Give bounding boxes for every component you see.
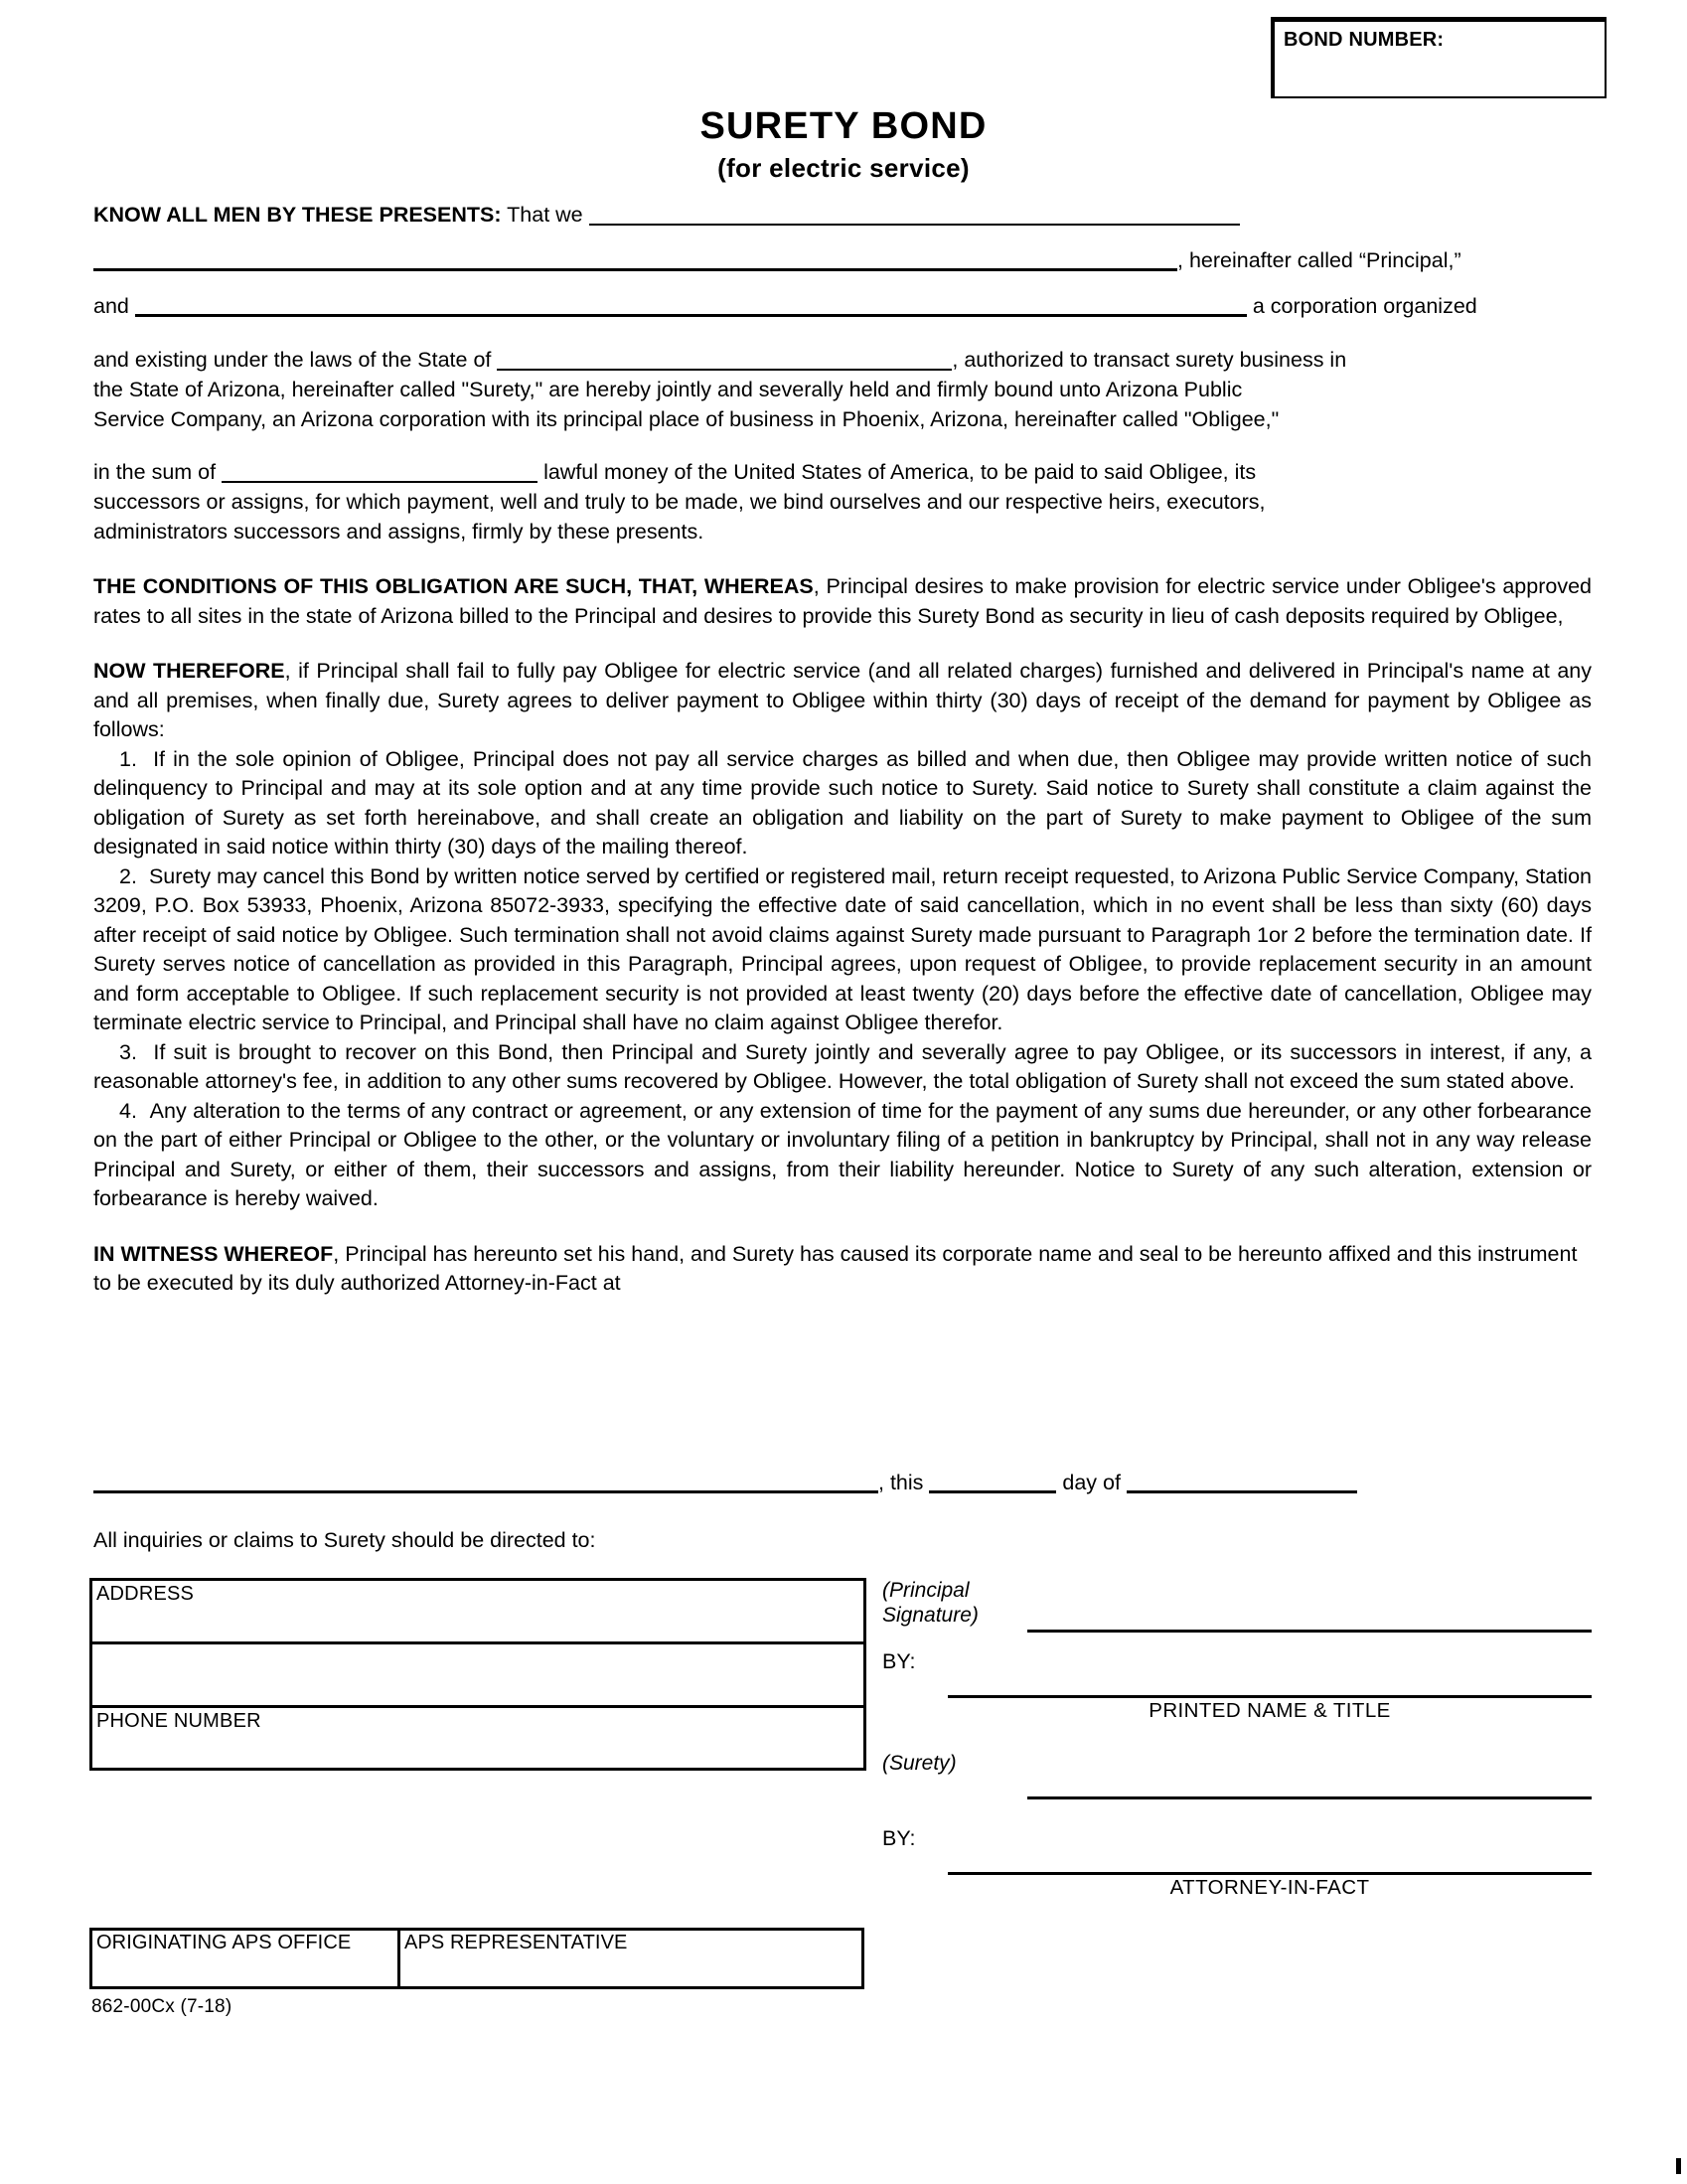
day-of-label: day of bbox=[1062, 1471, 1121, 1494]
surety-caption: (Surety) bbox=[882, 1752, 957, 1775]
state-blank[interactable] bbox=[497, 347, 952, 371]
clause-4-number: 4. bbox=[119, 1098, 137, 1123]
clause-4-text: Any alteration to the terms of any contract or agreement, or any extension of time for the payment of any sums due hereunder, or any other forbearance on the part of either Principal or Obligee to the other, or the voluntary or involuntary filing of a petition in bankruptcy by Principal, shall not in any way release Principal and Surety, or either of them, their successors and assigns, from their liability hereunder. Notice to Surety of any such alteration, extension or forbearance is hereby waived. bbox=[93, 1098, 1592, 1210]
laws-of-state-label: and existing under the laws of the State of bbox=[93, 348, 492, 372]
surety-by-rule[interactable] bbox=[948, 1872, 1592, 1875]
aps-internal-table bbox=[89, 1928, 864, 1989]
principal-signature-group bbox=[882, 1578, 1592, 1645]
principal-by-label: BY: bbox=[882, 1649, 916, 1673]
principal-signature-caption bbox=[882, 1578, 979, 1628]
comma-this-label: , this bbox=[878, 1471, 924, 1494]
that-we-label: That we bbox=[507, 203, 583, 227]
form-code: 862-00Cx (7-18) bbox=[91, 1996, 232, 2017]
surety-signature-rule[interactable] bbox=[1027, 1796, 1592, 1799]
clause-3-text: If suit is brought to recover on this Bond, then Principal and Surety jointly and severally agree to pay Obligee, or its successors in interest, if any, a reasonable attorney's fee, in addition to any other sums recovered by Obligee. However, the total obligation of Surety shall not exceed the sum stated above. bbox=[93, 1039, 1592, 1093]
sum-amount-blank[interactable] bbox=[222, 459, 537, 483]
surety-by-label: BY: bbox=[882, 1826, 916, 1850]
page-edge-mark bbox=[1676, 2158, 1681, 2174]
surety-signature-group bbox=[882, 1747, 1592, 1822]
sum-line-2: successors or assigns, for which payment, well and truly to be made, we bind ourselves and our respective heirs, executors, bbox=[93, 490, 1266, 514]
clause-1-number: 1. bbox=[119, 746, 137, 771]
execution-place-blank[interactable] bbox=[93, 1469, 878, 1493]
conditions-paragraph bbox=[93, 572, 1592, 631]
sum-line-3: administrators successors and assigns, firmly by these presents. bbox=[93, 519, 704, 544]
know-all-men-colon: : bbox=[494, 203, 502, 227]
surety-name-blank[interactable] bbox=[135, 292, 1247, 317]
conditions-heading: THE CONDITIONS OF THIS OBLIGATION ARE SUCH, THAT, WHEREAS bbox=[93, 574, 814, 598]
page-title: SURETY BOND bbox=[699, 105, 988, 147]
sum-line bbox=[93, 456, 1592, 488]
principal-tag-label: , hereinafter called “Principal,” bbox=[1177, 248, 1461, 272]
phone-number-label: PHONE NUMBER bbox=[96, 1710, 261, 1732]
bond-number-label: BOND NUMBER: bbox=[1284, 29, 1445, 51]
inquiries-note: All inquiries or claims to Surety should be directed to: bbox=[93, 1528, 596, 1552]
now-therefore-paragraph bbox=[93, 657, 1592, 745]
witness-heading: IN WITNESS WHEREOF bbox=[93, 1241, 334, 1266]
surety-contact-table bbox=[89, 1578, 866, 1771]
principal-by-rule[interactable] bbox=[948, 1695, 1592, 1698]
witness-paragraph bbox=[93, 1240, 1592, 1299]
bond-number-box[interactable] bbox=[1271, 17, 1607, 98]
and-label: and bbox=[93, 294, 129, 318]
sum-rest-label: lawful money of the United States of America, to be paid to said Obligee, its bbox=[543, 460, 1257, 484]
clause-3-number: 3. bbox=[119, 1039, 137, 1064]
principal-signature-rule[interactable] bbox=[1027, 1630, 1592, 1633]
clause-4 bbox=[93, 1097, 1592, 1214]
printed-name-title-label: PRINTED NAME & TITLE bbox=[1149, 1699, 1391, 1722]
day-blank[interactable] bbox=[929, 1469, 1056, 1493]
conditions-text: , Principal desires to make provision for electric service under Obligee's approved rates to all sites in the state of Arizona billed to the Principal and desires to provide this Surety Bond as security in lieu of cash deposits required by Obligee, bbox=[93, 574, 1592, 628]
clause-2 bbox=[93, 862, 1592, 1038]
principal-caption-line1: (Principal bbox=[882, 1579, 970, 1602]
authorized-label: , authorized to transact surety business in bbox=[952, 348, 1347, 372]
principal-name-line-2 bbox=[93, 244, 1592, 276]
phone-number-row[interactable] bbox=[92, 1708, 863, 1768]
originating-aps-office-cell[interactable] bbox=[92, 1931, 400, 1986]
address-row[interactable] bbox=[92, 1581, 863, 1644]
address-row-2[interactable] bbox=[92, 1644, 863, 1708]
clause-2-number: 2. bbox=[119, 863, 137, 888]
document-body bbox=[93, 199, 1592, 1299]
clause-2-text: Surety may cancel this Bond by written notice served by certified or registered mail, return receipt requested, to Arizona Public Service Company, Station 3209, P.O. Box 53933, Phoenix, Arizona 85072-3933, specifying the effective date of said cancellation, which in no event shall be less than sixty (60) days after receipt of said notice by Obligee. Such termination shall not avoid claims against Surety made pursuant to Paragraph 1or 2 before the termination date. If Surety serves notice of cancellation as provided in this Paragraph, Principal agrees, upon request of Obligee, to provide replacement security in an amount and form acceptable to Obligee. If such replacement security is not provided at least twenty (20) days before the effective date of cancellation, Obligee may terminate electric service to Principal, and Principal shall have no claim against Obligee therefor. bbox=[93, 863, 1592, 1034]
page-subtitle: (for electric service) bbox=[717, 152, 970, 183]
in-the-sum-of-label: in the sum of bbox=[93, 460, 217, 484]
now-therefore-heading: NOW THEREFORE bbox=[93, 659, 285, 683]
document-header bbox=[0, 107, 1687, 184]
know-all-men-heading: KNOW ALL MEN BY THESE PRESENTS bbox=[93, 203, 495, 227]
address-label-2 bbox=[92, 1644, 863, 1646]
surety-bound-line-3: Service Company, an Arizona corporation with its principal place of business in Phoenix, Arizona, hereinafter called "Obligee," bbox=[93, 406, 1280, 431]
address-label: ADDRESS bbox=[96, 1583, 195, 1605]
month-year-blank[interactable] bbox=[1127, 1469, 1357, 1493]
principal-caption-line2: Signature) bbox=[882, 1604, 979, 1627]
clause-1 bbox=[93, 745, 1592, 862]
principal-by-group bbox=[882, 1645, 1592, 1722]
corporation-organized-label: a corporation organized bbox=[1252, 294, 1477, 318]
now-therefore-text: , if Principal shall fail to fully pay Obligee for electric service (and all related charges) furnished and delivered in Principal's name at any and all premises, when finally due, Surety agrees to deliver payment to Obligee within thirty (30) days of receipt of the demand for payment by Obligee as follows: bbox=[93, 659, 1593, 741]
signature-block bbox=[882, 1578, 1592, 1898]
surety-bound-line-2: the State of Arizona, hereinafter called "Surety," are hereby jointly and severally held and firmly bound unto Arizona Public bbox=[93, 378, 1243, 401]
know-all-men-line bbox=[93, 199, 1592, 231]
state-of-laws-line bbox=[93, 344, 1592, 376]
attorney-in-fact-label: ATTORNEY-IN-FACT bbox=[1169, 1876, 1370, 1899]
originating-aps-office-label: ORIGINATING APS OFFICE bbox=[96, 1932, 352, 1953]
surety-by-group bbox=[882, 1822, 1592, 1898]
principal-name-blank-2[interactable] bbox=[93, 246, 1177, 271]
clause-3 bbox=[93, 1038, 1592, 1097]
principal-name-blank-1[interactable] bbox=[589, 202, 1240, 226]
clause-1-text: If in the sole opinion of Obligee, Principal does not pay all service charges as billed and when due, then Obligee may provide written notice of such delinquency to Principal and may at its sole option and at any time provide such notice to Surety. Said notice to Surety shall constitute a claim against the obligation of Surety as set forth hereinabove, and shall create an obligation and liability on the part of Surety to make payment to Obligee of the sum designated in said notice within thirty (30) days of the mailing thereof. bbox=[93, 746, 1592, 858]
surety-name-line bbox=[93, 290, 1592, 322]
execution-date-line bbox=[93, 1469, 1596, 1495]
aps-representative-label: APS REPRESENTATIVE bbox=[404, 1932, 628, 1953]
aps-representative-cell[interactable] bbox=[400, 1931, 861, 1986]
witness-text: , Principal has hereunto set his hand, and Surety has caused its corporate name and seal to be hereunto affixed and this instrument to be executed by its duly authorized Attorney-in-Fact at bbox=[93, 1241, 1578, 1295]
